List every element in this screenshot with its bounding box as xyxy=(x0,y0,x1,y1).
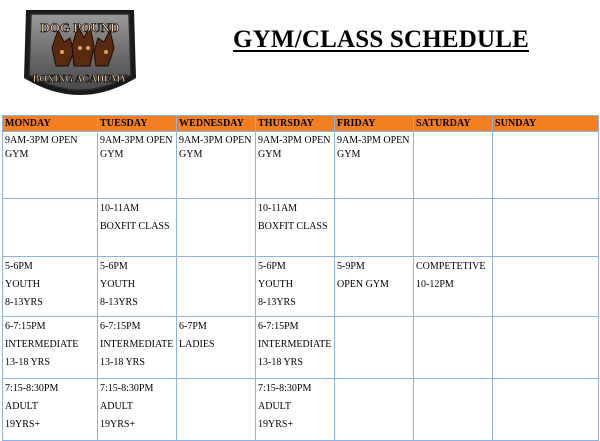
schedule-cell xyxy=(256,317,335,379)
day-header-wednesday: WEDNESDAY xyxy=(177,116,256,132)
schedule-cell-line: 5-6PM xyxy=(258,261,286,272)
schedule-cell-line: 19YRS+ xyxy=(100,419,136,430)
schedule-cell-line: GYM xyxy=(100,149,124,160)
schedule-cell-line: 9AM-3PM OPEN xyxy=(5,135,78,146)
schedule-cell xyxy=(256,132,335,199)
schedule-cell-line: GYM xyxy=(5,149,29,160)
header-row xyxy=(3,116,599,132)
schedule-cell xyxy=(335,199,414,257)
schedule-cell xyxy=(493,199,599,257)
schedule-cell xyxy=(335,132,414,199)
schedule-cell-line: 6-7:15PM xyxy=(5,321,46,332)
schedule-cell-line: BOXFIT CLASS xyxy=(258,221,328,232)
dog-pound-logo xyxy=(22,8,138,108)
day-header-friday: FRIDAY xyxy=(335,116,414,132)
logo-shield-icon xyxy=(22,8,138,108)
schedule-cell xyxy=(3,379,98,441)
schedule-cell-line: YOUTH xyxy=(258,279,293,290)
schedule-cell-line: 6-7:15PM xyxy=(258,321,299,332)
schedule-cell-line: 5-6PM xyxy=(5,261,33,272)
schedule-cell xyxy=(256,257,335,317)
schedule-cell xyxy=(177,199,256,257)
schedule-cell-line: 5-9PM xyxy=(337,261,365,272)
schedule-cell-line: 5-6PM xyxy=(100,261,128,272)
page-title: GYM/CLASS SCHEDULE xyxy=(233,26,530,53)
schedule-cell-line: 8-13YRS xyxy=(5,297,43,308)
schedule-cell xyxy=(177,317,256,379)
day-header-sunday: SUNDAY xyxy=(493,116,599,132)
schedule-cell xyxy=(3,199,98,257)
schedule-cell xyxy=(98,317,177,379)
schedule-cell xyxy=(414,317,493,379)
schedule-cell-line: YOUTH xyxy=(5,279,40,290)
table-row xyxy=(3,132,599,199)
schedule-cell-line: OPEN GYM xyxy=(337,279,389,290)
schedule-cell xyxy=(3,257,98,317)
schedule-cell xyxy=(256,379,335,441)
day-header-thursday: THURSDAY xyxy=(256,116,335,132)
schedule-cell-line: 9AM-3PM OPEN xyxy=(258,135,331,146)
schedule-cell xyxy=(493,379,599,441)
table-row xyxy=(3,257,599,317)
schedule-cell-line: 7:15-8:30PM xyxy=(100,383,154,394)
schedule-cell-line: 10-11AM xyxy=(258,203,298,214)
table-row xyxy=(3,199,599,257)
schedule-cell xyxy=(414,132,493,199)
schedule-cell-line: 8-13YRS xyxy=(100,297,138,308)
schedule-cell-line: INTERMEDIATE xyxy=(258,339,332,350)
logo-top-text: DOG POUND xyxy=(40,20,120,35)
schedule-cell-line: 8-13YRS xyxy=(258,297,296,308)
schedule-table xyxy=(2,115,599,441)
schedule-cell xyxy=(98,199,177,257)
schedule-cell-line: ADULT xyxy=(258,401,291,412)
schedule-cell xyxy=(414,257,493,317)
schedule-cell xyxy=(177,257,256,317)
schedule-cell-line: 6-7PM xyxy=(179,321,207,332)
schedule-cell xyxy=(335,379,414,441)
schedule-cell-line: INTERMEDIATE xyxy=(5,339,79,350)
schedule-cell-line: INTERMEDIATE xyxy=(100,339,174,350)
schedule-cell-line: GYM xyxy=(258,149,282,160)
schedule-cell xyxy=(493,317,599,379)
schedule-cell xyxy=(98,132,177,199)
schedule-cell xyxy=(3,317,98,379)
schedule-cell xyxy=(493,257,599,317)
schedule-cell xyxy=(493,132,599,199)
schedule-cell xyxy=(414,379,493,441)
schedule-cell-line: 19YRS+ xyxy=(258,419,294,430)
schedule-cell xyxy=(98,379,177,441)
schedule-cell-line: YOUTH xyxy=(100,279,135,290)
schedule-cell-line: LADIES xyxy=(179,339,215,350)
logo-bottom-text: BOXING ACADEMY xyxy=(32,74,128,85)
schedule-cell xyxy=(256,199,335,257)
schedule-cell-line: 10-12PM xyxy=(416,279,454,290)
table-row xyxy=(3,379,599,441)
schedule-cell-line: 7:15-8:30PM xyxy=(258,383,312,394)
schedule-cell xyxy=(177,379,256,441)
schedule-cell-line: 9AM-3PM OPEN xyxy=(337,135,410,146)
schedule-cell xyxy=(98,257,177,317)
schedule-cell xyxy=(335,317,414,379)
schedule-cell-line: 13-18 YRS xyxy=(5,357,50,368)
schedule-cell-line: GYM xyxy=(179,149,203,160)
schedule-cell-line: 9AM-3PM OPEN xyxy=(179,135,252,146)
schedule-cell-line: ADULT xyxy=(100,401,133,412)
schedule-cell xyxy=(335,257,414,317)
day-header-tuesday: TUESDAY xyxy=(98,116,177,132)
schedule-cell-line: GYM xyxy=(337,149,361,160)
schedule-cell-line: 13-18 YRS xyxy=(100,357,145,368)
schedule-cell-line: 9AM-3PM OPEN xyxy=(100,135,173,146)
schedule-cell-line: 19YRS+ xyxy=(5,419,41,430)
schedule-cell xyxy=(414,199,493,257)
schedule-cell-line: ADULT xyxy=(5,401,38,412)
schedule-cell-line: BOXFIT CLASS xyxy=(100,221,170,232)
day-header-monday: MONDAY xyxy=(3,116,98,132)
schedule-cell xyxy=(3,132,98,199)
day-header-saturday: SATURDAY xyxy=(414,116,493,132)
schedule-cell-line: 7:15-8:30PM xyxy=(5,383,59,394)
schedule-cell-line: 6-7:15PM xyxy=(100,321,141,332)
schedule-cell-line: 13-18 YRS xyxy=(258,357,303,368)
schedule-cell-line: COMPETETIVE xyxy=(416,261,486,272)
schedule-cell-line: 10-11AM xyxy=(100,203,140,214)
schedule-cell xyxy=(177,132,256,199)
table-row xyxy=(3,317,599,379)
